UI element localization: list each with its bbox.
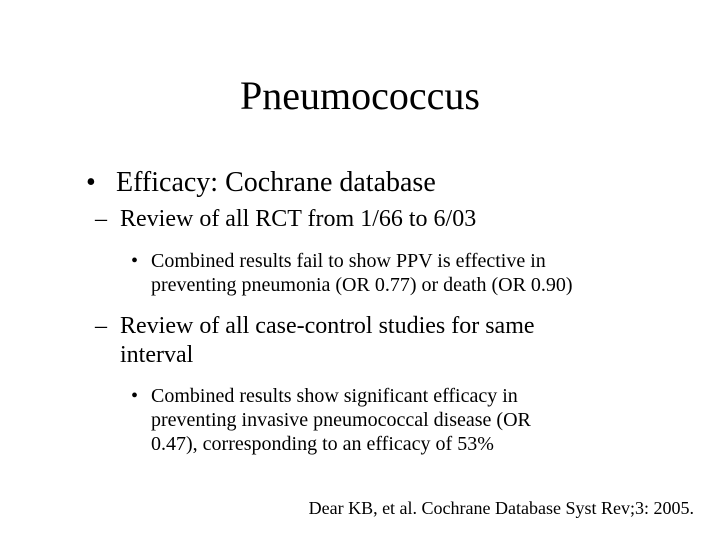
citation: Dear KB, et al. Cochrane Database Syst Rev;3: 2005. (308, 498, 694, 518)
subitem-case-control-line1: Review of all case-control studies for same (120, 313, 535, 339)
slide-title: Pneumococcus (240, 73, 480, 118)
bullet-marker-level1: • (86, 167, 96, 198)
case-control-result-line2: preventing invasive pneumococcal disease (OR (151, 409, 531, 431)
subitem-case-control-line2: interval (120, 342, 194, 368)
case-control-result-line1: Combined results show significant efficacy in (151, 385, 518, 407)
case-control-result-line3: 0.47), corresponding to an efficacy of 53% (151, 433, 494, 455)
dash-marker-case-control: – (95, 313, 107, 339)
rct-result-line1: Combined results fail to show PPV is effective in (151, 250, 546, 272)
subitem-rct-review: Review of all RCT from 1/66 to 6/03 (120, 206, 477, 232)
rct-result-line2: preventing pneumonia (OR 0.77) or death (OR 0.90) (151, 274, 573, 296)
bullet-marker-level3-rct: • (131, 250, 139, 272)
dash-marker-rct: – (95, 206, 107, 232)
bullet-efficacy: Efficacy: Cochrane database (116, 167, 436, 198)
bullet-marker-level3-case-control: • (131, 385, 139, 407)
